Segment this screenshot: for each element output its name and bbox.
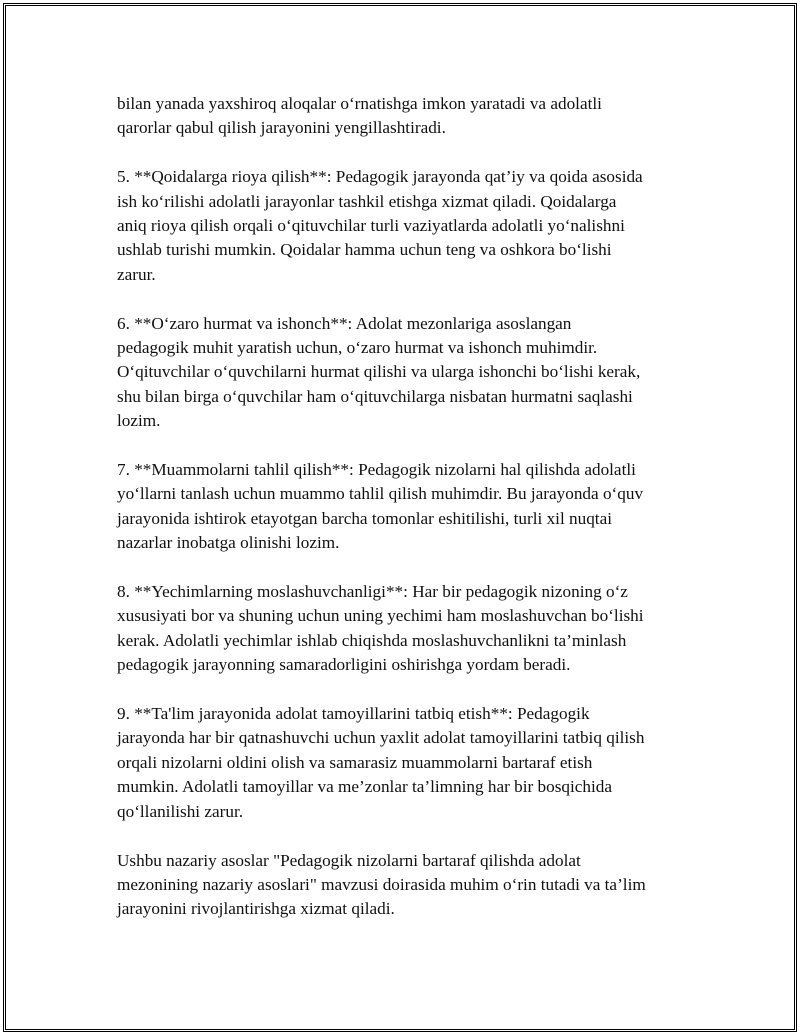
paragraph-item-9: 9. **Ta'lim jarayonida adolat tamoyillarini tatbiq etish**: Pedagogik jarayonda har bir qatnashuvchi uchun yaxlit adolat tamoyillarini tatbiq qilish orqali nizolarni oldini olish va samarasiz muammolarni bartaraf etish mumkin. Adolatli tamoyillar va me’zonlar ta’limning har bir bosqichida qo‘llanilishi zarur. (117, 704, 645, 821)
paragraph-conclusion: Ushbu nazariy asoslar "Pedagogik nizolarni bartaraf qilishda adolat mezonining nazariy asoslari" mavzusi doirasida muhim o‘rin tutadi va ta’lim jarayonini rivojlantirishga xizmat qiladi. (117, 850, 646, 919)
paragraph-item-8: 8. **Yechimlarning moslashuvchanligi**: Har bir pedagogik nizoning o‘z xususiyati bor va shuning uchun uning yechimi ham moslashuvchan bo‘lishi kerak. Adolatli yechimlar ishlab chiqishda moslashuvchanlikni ta’minlash pedagogik jarayonning samaradorligini oshirishga yordam beradi. (117, 582, 644, 675)
paragraph-item-5: 5. **Qoidalarga rioya qilish**: Pedagogik jarayonda qat’iy va qoida asosida ish ko‘rilishi adolatli jarayonlar tashkil etishga xizmat qiladi. Qoidalarga aniq rioya qilish orqali o‘qituvchilar turli vaziyatlarda adolatli yo‘nalishni ushlab turishi mumkin. Qoidalar hamma uchun teng va oshkora bo‘lishi zarur. (117, 167, 643, 284)
paragraph-item-7: 7. **Muammolarni tahlil qilish**: Pedagogik nizolarni hal qilishda adolatli yo‘llarni tanlash uchun muammo tahlil qilish muhimdir. Bu jarayonda o‘quv jarayonida ishtirok etayotgan barcha tomonlar eshitilishi, turli xil nuqtai nazarlar inobatga olinishi lozim. (117, 460, 644, 553)
document-body (117, 92, 687, 946)
paragraph-intro-continuation: bilan yanada yaxshiroq aloqalar o‘rnatishga imkon yaratadi va adolatli qarorlar qabul qilish jarayonini yengillashtiradi. (117, 94, 602, 138)
paragraph-item-6: 6. **O‘zaro hurmat va ishonch**: Adolat mezonlariga asoslangan pedagogik muhit yaratish uchun, o‘zaro hurmat va ishonch muhimdir. O‘qituvchilar o‘quvchilarni hurmat qilishi va ularga ishonchi bo‘lishi kerak, shu bilan birga o‘quvchilar ham o‘qituvchilarga nisbatan hurmatni saqlashi lozim. (117, 313, 641, 431)
